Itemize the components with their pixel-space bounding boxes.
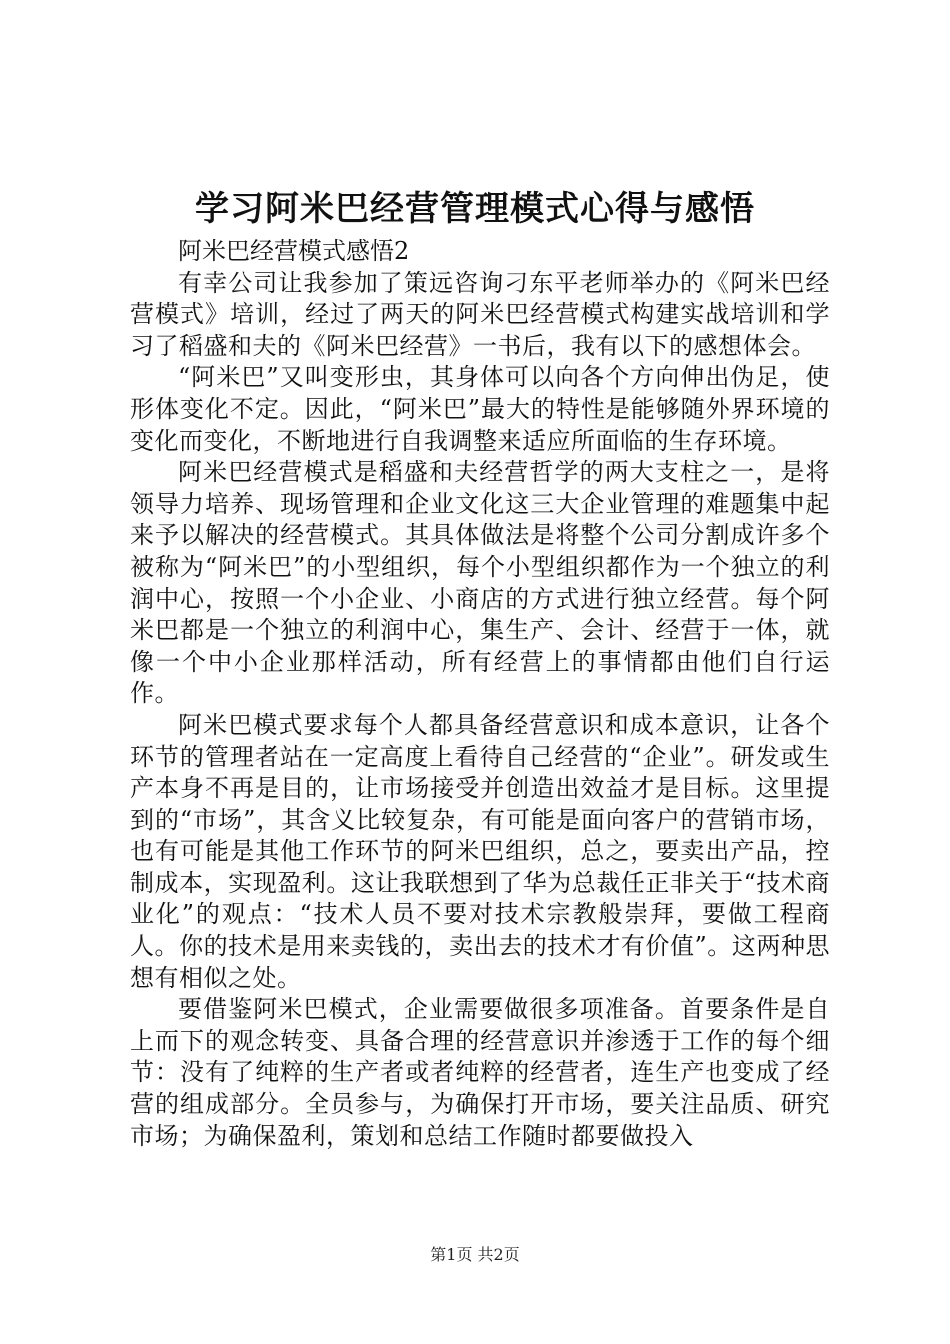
paragraph-2: “阿米巴”又叫变形虫，其身体可以向各个方向伸出伪足，使形体变化不定。因此，“阿米巴”最大的特性是能够随外界环境的变化而变化，不断地进行自我调整来适应所面临的生存环境。 (130, 363, 830, 455)
paragraph-3: 阿米巴经营模式是稻盛和夫经营哲学的两大支柱之一，是将领导力培养、现场管理和企业文化这三大企业管理的难题集中起来予以解决的经营模式。其具体做法是将整个公司分割成许多个被称为“阿米巴”的小型组织，每个小型组织都作为一个独立的利润中心，按照一个小企业、小商店的方式进行独立经营。每个阿米巴都是一个独立的利润中心，集生产、会计、经营于一体，就像一个中小企业那样活动，所有经营上的事情都由他们自行运作。 (130, 458, 830, 708)
page-number-footer: 第1页 共2页 (430, 1245, 520, 1264)
document-subtitle: 阿米巴经营模式感悟2 (178, 237, 410, 265)
paragraph-1: 有幸公司让我参加了策远咨询刁东平老师举办的《阿米巴经营模式》培训，经过了两天的阿米巴经营模式构建实战培训和学习了稻盛和夫的《阿米巴经营》一书后，我有以下的感想体会。 (130, 268, 830, 360)
paragraph-5: 要借鉴阿米巴模式，企业需要做很多项准备。首要条件是自上而下的观念转变、具备合理的经营意识并渗透于工作的每个细节：没有了纯粹的生产者或者纯粹的经营者，连生产也变成了经营的组成部分。全员参与，为确保打开市场，要关注品质、研究市场；为确保盈利，策划和总结工作随时都要做投入 (130, 995, 830, 1150)
paragraph-4: 阿米巴模式要求每个人都具备经营意识和成本意识，让各个环节的管理者站在一定高度上看待自己经营的“企业”。研发或生产本身不再是目的，让市场接受并创造出效益才是目标。这里提到的“市场”，其含义比较复杂，有可能是面向客户的营销市场，也有可能是其他工作环节的阿米巴组织，总之，要卖出产品，控制成本，实现盈利。这让我联想到了华为总裁任正非关于“技术商业化”的观点：“技术人员不要对技术宗教般崇拜，要做工程商人。你的技术是用来卖钱的，卖出去的技术才有价值”。这两种思想有相似之处。 (130, 710, 830, 992)
document-title: 学习阿米巴经营管理模式心得与感悟 (195, 189, 755, 229)
document-body (130, 236, 830, 1152)
